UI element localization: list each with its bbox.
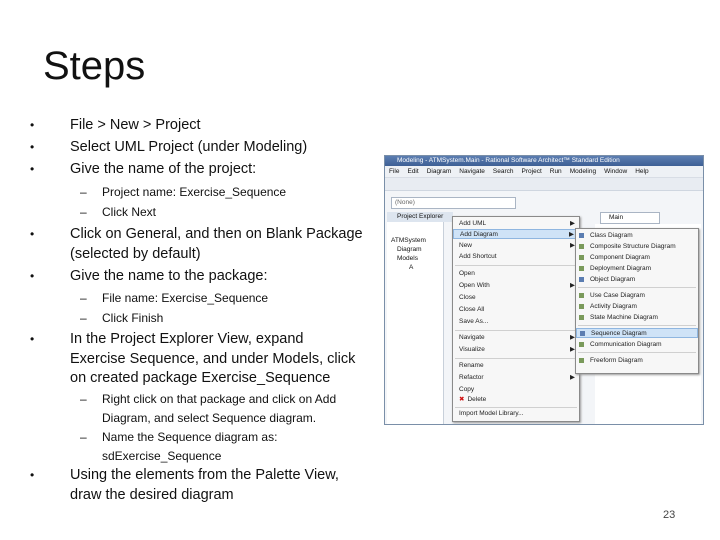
diagram-icon	[579, 266, 584, 271]
menu-item[interactable]: Add Shortcut	[459, 253, 497, 260]
sub-text: File name: Exercise_Sequence	[102, 291, 269, 305]
bullet-item	[30, 330, 360, 389]
diagram-icon	[579, 342, 584, 347]
add-diagram-submenu	[575, 228, 699, 374]
bullet-dot: •	[30, 227, 35, 241]
menu-item[interactable]: Save As...	[459, 318, 489, 325]
menu-modeling[interactable]: Modeling	[569, 168, 597, 175]
diagram-icon	[579, 304, 584, 309]
bullet-text: Select UML Project (under Modeling)	[70, 139, 308, 155]
menu-run[interactable]: Run	[549, 168, 562, 175]
submenu-item[interactable]: Object Diagram	[576, 275, 698, 285]
sequence-diagram-icon	[580, 331, 585, 336]
diagram-icon	[579, 255, 584, 260]
bullet-item	[30, 267, 370, 287]
menu-item[interactable]: Visualize ▶	[459, 346, 575, 353]
bullet-dot: •	[30, 269, 35, 283]
submenu-item[interactable]: Use Case Diagram	[576, 291, 698, 301]
sub-item	[80, 183, 362, 202]
menu-item[interactable]: Rename	[459, 362, 484, 369]
menu-item[interactable]: Copy	[459, 386, 475, 393]
menu-item-delete[interactable]: ✖ Delete	[459, 396, 487, 403]
sub-text: Right click on that package and click on Add Diagram, and select Sequence diagram.	[102, 392, 337, 425]
submenu-item[interactable]: Composite Structure Diagram	[576, 242, 698, 252]
bullet-item	[30, 116, 370, 136]
menu-separator	[455, 330, 577, 331]
bullet-text: In the Project Explorer View, expand Exercise Sequence, and under Models, click on created package Exercise_Sequence	[70, 331, 356, 386]
sub-item	[80, 309, 362, 328]
bullet-dot: •	[30, 140, 35, 154]
bullet-item	[30, 225, 370, 264]
page-number: 23	[663, 509, 676, 521]
delete-icon: ✖	[459, 396, 465, 403]
class-diagram-icon	[579, 233, 584, 238]
menu-item[interactable]: Add UML ▶	[459, 220, 575, 227]
submenu-item[interactable]: Activity Diagram	[576, 302, 698, 312]
menu-window[interactable]: Window	[604, 168, 628, 175]
submenu-item[interactable]: Deployment Diagram	[576, 264, 698, 274]
menu-search[interactable]: Search	[492, 168, 514, 175]
menu-item[interactable]: Open	[459, 270, 475, 277]
project-explorer-tab[interactable]: Project Explorer	[387, 212, 453, 222]
sub-dash: –	[80, 205, 87, 219]
editor-tab[interactable]: Main	[600, 212, 660, 224]
tree-item[interactable]: A	[409, 264, 414, 271]
sub-item	[80, 289, 362, 308]
menu-item[interactable]: Add Diagram ▶	[453, 229, 579, 239]
bullet-item	[30, 160, 370, 180]
menu-item[interactable]: Refactor ▶	[459, 374, 575, 381]
bullet-dot: •	[30, 468, 35, 482]
diagram-icon	[579, 293, 584, 298]
context-menu	[452, 216, 580, 422]
sub-dash: –	[80, 291, 87, 305]
diagram-icon	[579, 244, 584, 249]
bullet-text: Using the elements from the Palette View, draw the desired diagram	[70, 467, 339, 503]
menu-separator	[455, 358, 577, 359]
menu-item[interactable]: Open With ▶	[459, 282, 575, 289]
menu-file[interactable]: File	[389, 168, 400, 175]
sub-text: Click Finish	[102, 311, 164, 325]
tree-item[interactable]: Models	[397, 255, 418, 262]
menu-item[interactable]: Close All	[459, 306, 485, 313]
bullet-text: Give the name of the project:	[70, 161, 257, 177]
sub-text: Project name: Exercise_Sequence	[102, 185, 287, 199]
bullet-text: File > New > Project	[70, 117, 201, 133]
sub-dash: –	[80, 430, 87, 444]
sub-dash: –	[80, 392, 87, 406]
menu-item[interactable]: New ▶	[459, 242, 575, 249]
menu-navigate[interactable]: Navigate	[459, 168, 485, 175]
sub-dash: –	[80, 185, 87, 199]
menu-separator	[578, 352, 696, 353]
menu-item[interactable]: Navigate ▶	[459, 334, 575, 341]
sub-dash: –	[80, 311, 87, 325]
menu-item[interactable]: Close	[459, 294, 476, 301]
menu-project[interactable]: Project	[521, 168, 542, 175]
toolbar	[385, 178, 703, 191]
bullet-text: Click on General, and then on Blank Package (selected by default)	[70, 226, 363, 262]
menu-separator	[578, 325, 696, 326]
bullet-dot: •	[30, 162, 35, 176]
diagram-icon	[579, 277, 584, 282]
bullet-dot: •	[30, 332, 35, 346]
submenu-item[interactable]: Freeform Diagram	[576, 356, 698, 366]
menu-item[interactable]: Import Model Library...	[459, 410, 524, 417]
sub-text: Click Next	[102, 205, 157, 219]
menu-separator	[578, 287, 696, 288]
menu-help[interactable]: Help	[635, 168, 649, 175]
submenu-item[interactable]: Communication Diagram	[576, 340, 698, 350]
submenu-item-sequence[interactable]: Sequence Diagram	[576, 328, 698, 338]
submenu-item[interactable]: Class Diagram	[576, 231, 698, 241]
combo-box[interactable]: (None)	[391, 197, 516, 209]
window-title: Modeling - ATMSystem.Main - Rational Software Architect™ Standard Edition	[385, 156, 703, 166]
sub-item	[80, 428, 332, 466]
bullet-item	[30, 466, 360, 505]
bullet-dot: •	[30, 118, 35, 132]
submenu-item[interactable]: Component Diagram	[576, 253, 698, 263]
menu-diagram[interactable]: Diagram	[426, 168, 452, 175]
sub-text: Name the Sequence diagram as: sdExercise_Sequence	[102, 430, 278, 463]
menu-separator	[455, 265, 577, 266]
diagram-icon	[579, 358, 584, 363]
menu-edit[interactable]: Edit	[407, 168, 419, 175]
menu-separator	[455, 407, 577, 408]
tree-item[interactable]: ATMSystem	[391, 237, 426, 244]
project-tree	[391, 236, 426, 272]
slide-title: Steps	[43, 44, 146, 88]
diagram-icon	[579, 315, 584, 320]
tree-item[interactable]: Diagram	[397, 246, 422, 253]
submenu-item[interactable]: State Machine Diagram	[576, 313, 698, 323]
sub-item	[80, 390, 357, 428]
bullet-text: Give the name to the package:	[70, 268, 268, 284]
bullet-item	[30, 138, 370, 158]
menu-bar	[385, 166, 703, 178]
sub-item	[80, 203, 362, 222]
